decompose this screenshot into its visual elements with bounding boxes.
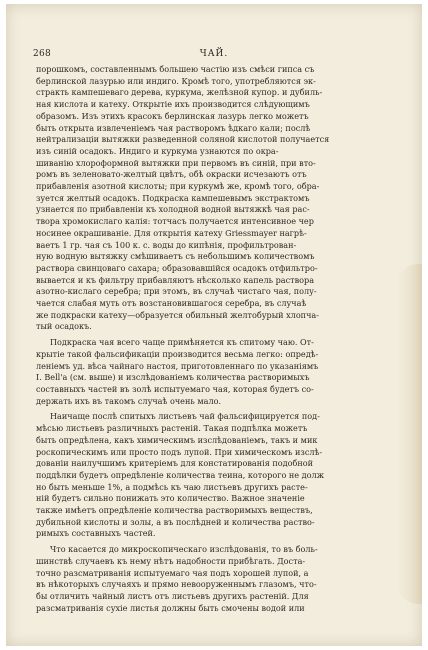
page-header <box>28 49 400 63</box>
text-line: берлинской лазурью или индиго. Кромѣ того, употребляются эк- <box>36 75 316 86</box>
paragraph <box>36 64 388 333</box>
running-title: ЧАЙ. <box>199 49 229 59</box>
text-line: Подкраска чая всего чаще примѣняется къ спитому чаю. От- <box>50 337 314 348</box>
text-line: прибавленія азотной кислоты; при куркумѣ же, кромѣ того, обра- <box>36 181 320 192</box>
text-line: разсматриванія сухіе листья должны быть смочены водой или <box>36 602 305 613</box>
text-line: точно разсматриванія испытуемаго чая подъ хорошей лупой, а <box>36 567 309 578</box>
text-line: нейтрализаціи вытяжки разведенной соляной кислотой получается <box>36 134 330 145</box>
text-line: Наичаще послѣ спитыхъ листьевъ чай фальсифицируется под- <box>50 411 320 422</box>
text-line: дованіи наилучшимъ критеріемъ для констатированія подобной <box>36 458 314 469</box>
text-line: изъ синій осадокъ. Индиго и куркума узнаются по окра- <box>36 145 279 156</box>
text-line: поддѣлки будетъ опредѣленіе количества теина, которого не долж <box>36 469 325 480</box>
text-line: ромъ въ зеленовато-желтый цвѣтъ, обѣ окраски исчезаютъ отъ <box>36 169 307 180</box>
text-line: шинствѣ случаевъ къ нему нѣтъ надобности прибѣгать. Доста- <box>36 555 306 566</box>
text-line: твора хромокислаго калія: тотчасъ получается интенсивное чер <box>36 216 314 227</box>
text-line: составныхъ частей въ золѣ испытуемаго чая, которая будетъ со- <box>36 383 314 394</box>
text-line: римыхъ составныхъ частей. <box>36 528 156 539</box>
text-line: шиванію хлороформной вытяжки при первомъ въ синій, при вто- <box>36 157 316 168</box>
text-line: также имѣетъ опредѣленіе количества растворимыхъ веществъ, <box>36 505 313 516</box>
text-line: чается слабая муть отъ возстановившагося серебра, въ случаѣ <box>36 298 307 309</box>
text-line: дубильной кислоты и золы, а въ послѣдней и количества раство- <box>36 516 315 527</box>
text-line: ваетъ 1 гр. чая съ 100 к. с. воды до кипѣнія, профильтрован- <box>36 239 297 250</box>
text-line: раствора свинцоваго сахара; образовавшійся осадокъ отфильтро- <box>36 262 318 273</box>
text-line: леніемъ уд. вѣса чайнаго настоя, приготовленнаго по указаніямъ <box>36 360 319 371</box>
text-line: Что касается до микроскопическаго изслѣдованія, то въ боль- <box>50 544 318 555</box>
paragraph <box>36 337 388 407</box>
page-number: 268 <box>33 49 52 59</box>
page-stain <box>396 264 422 604</box>
text-line: крытіе такой фальсификаціи производится весьма легко: опредѣ- <box>36 348 319 359</box>
text-line: образомъ. Изъ этихъ красокъ берлинская лазурь легко можетъ <box>36 110 309 121</box>
text-line: ная кислота и катеху. Открытіе ихъ производится слѣдующимъ <box>36 99 310 110</box>
text-line: ную водную вытяжку смѣшиваетъ съ небольшимъ количествомъ <box>36 251 315 262</box>
text-line: носинее окрашиваніе. Для открытія катеху Griessmayer нагрѣ- <box>36 227 307 238</box>
text-line: ній будетъ сильно понижать это количество. Важное значеніе <box>36 493 305 504</box>
text-line: роскопическимъ или просто подъ лупой. При химическомъ изслѣ- <box>36 446 323 457</box>
text-line: зуется желтый осадокъ. Подкраска кампешевымъ экстрактомъ <box>36 192 310 203</box>
text-line: же подкраски катеху—образуется обильный желтобурый хлопча- <box>36 309 319 320</box>
text-line: стракть кампешеваго дерева, куркума, желѣзной купор. и дубиль- <box>36 87 323 98</box>
paragraph <box>36 544 388 614</box>
book-page <box>6 4 422 646</box>
text-line: быть открыта извлеченіемъ чая растворомъ ѣдкаго кали; послѣ <box>36 122 311 133</box>
text-line: узнается по прибавленіи къ холодной водной вытяжкѣ чая рас- <box>36 204 310 215</box>
text-line: бы отличить чайный листъ отъ листьевъ другихъ растеній. Для <box>36 590 309 601</box>
text-line: азотно-кислаго серебра; при этомъ, въ случаѣ чистаго чая, полу- <box>36 286 317 297</box>
page-body <box>36 64 388 618</box>
text-line: держать ихъ въ такомъ случаѣ очень мало. <box>36 395 222 406</box>
text-line: въ нѣкоторыхъ случаяхъ и прямо невооруженнымъ глазомъ, что- <box>36 579 317 590</box>
text-line: вывается и къ фильтру прибавляютъ нѣсколько капель раствора <box>36 274 315 285</box>
text-line: быть опредѣлена, какъ химическимъ изслѣдованіемъ, такъ и мик <box>36 434 318 445</box>
text-line: но быть меньше 1%, а подмѣсь къ чаю листьевъ другихъ расте- <box>36 481 308 492</box>
text-line: I. Bell'a (см. выше) и изслѣдованіемъ количества растворимыхъ <box>36 372 310 383</box>
paragraph <box>36 411 388 540</box>
text-line: мѣсью листьевъ различныхъ растеній. Такая подпѣлка можетъ <box>36 423 308 434</box>
text-line: порошкомъ, составленнымъ большею частію изъ смѣси гипса съ <box>36 64 315 74</box>
text-line: тый осадокъ. <box>36 321 92 332</box>
